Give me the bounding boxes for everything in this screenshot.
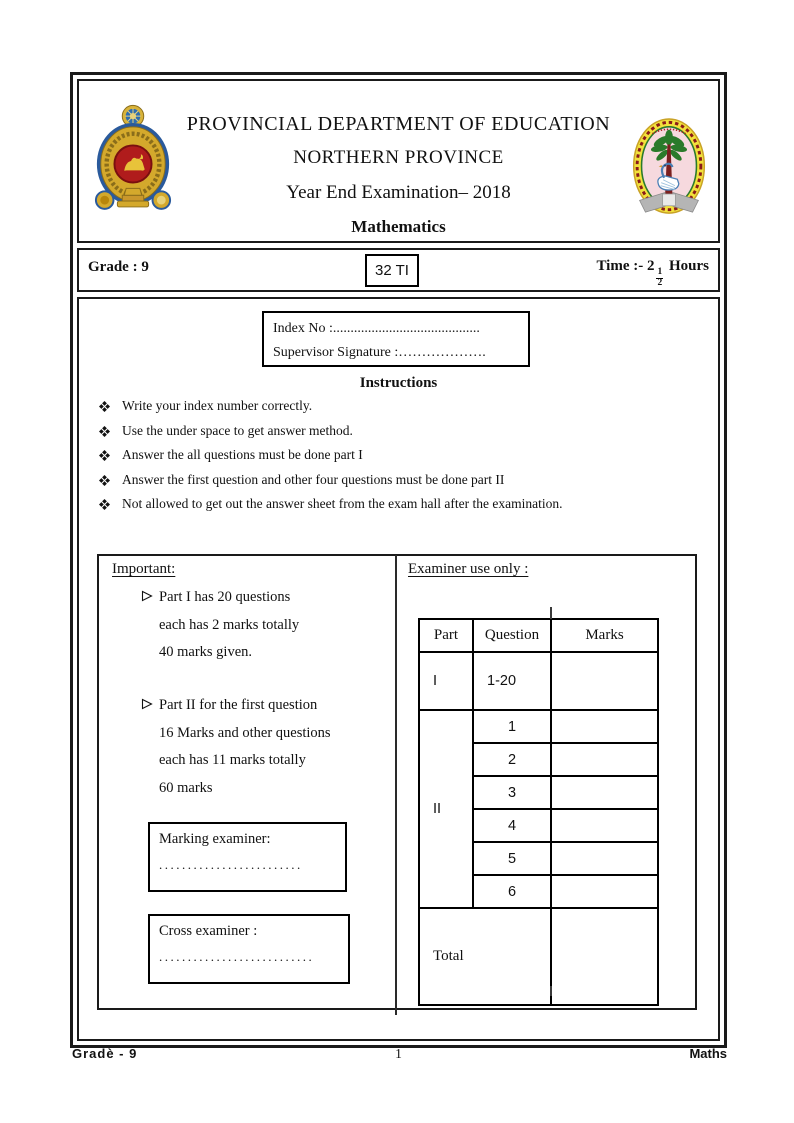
important-point-line: 60 marks bbox=[159, 779, 213, 796]
time-prefix: Time :- 2 bbox=[596, 258, 655, 274]
important-examiner-box bbox=[97, 554, 697, 1010]
arrowhead-bullet-icon bbox=[141, 693, 153, 721]
marks-cell bbox=[551, 809, 658, 842]
marking-examiner-label: Marking examiner: bbox=[159, 831, 271, 847]
question-number-cell: 5 bbox=[473, 842, 551, 875]
part-i-question-cell: 1-20 bbox=[473, 652, 551, 710]
important-point-line: Part I has 20 questions bbox=[159, 589, 291, 605]
marks-cell bbox=[551, 875, 658, 908]
important-point-line: each has 11 marks totally bbox=[159, 752, 306, 768]
time-suffix: Hours bbox=[668, 258, 709, 274]
table-header-row bbox=[419, 619, 658, 652]
instructions-heading: Instructions bbox=[359, 375, 438, 391]
panel-divider bbox=[395, 555, 397, 1015]
important-point-2 bbox=[141, 692, 331, 802]
cross-examiner-label: Cross examiner : bbox=[159, 923, 258, 939]
marking-examiner-dotted-line: ......................... bbox=[159, 857, 303, 872]
instruction-item bbox=[99, 423, 562, 448]
diamond-bullet-icon bbox=[99, 426, 110, 437]
instruction-text: Use the under space to get answer method. bbox=[122, 422, 353, 438]
important-heading: Important: bbox=[112, 561, 176, 577]
footer-grade: Gradè - 9 bbox=[72, 1046, 138, 1061]
instruction-item bbox=[99, 472, 562, 497]
examiner-heading: Examiner use only : bbox=[408, 561, 529, 577]
header-titles bbox=[79, 81, 718, 237]
instruction-text: Not allowed to get out the answer sheet from the exam hall after the examination. bbox=[122, 496, 563, 511]
marks-cell bbox=[551, 842, 658, 875]
province-title: NORTHERN PROVINCE bbox=[293, 147, 504, 168]
important-point-line: 40 marks given. bbox=[159, 644, 253, 660]
important-point-line: 16 Marks and other questions bbox=[159, 724, 331, 741]
instruction-item bbox=[99, 447, 562, 472]
time-fraction bbox=[656, 268, 663, 289]
part-ii-cell: II bbox=[419, 710, 473, 908]
department-title: PROVINCIAL DEPARTMENT OF EDUCATION bbox=[186, 113, 611, 135]
time-label bbox=[596, 258, 709, 289]
total-cell: Total bbox=[419, 908, 551, 1005]
marks-cell bbox=[551, 710, 658, 743]
question-row bbox=[419, 710, 658, 743]
index-supervisor-box bbox=[262, 311, 530, 367]
question-header-cell: Question bbox=[473, 619, 551, 652]
important-point-line: each has 2 marks totally bbox=[159, 616, 300, 633]
table-line-extension bbox=[550, 986, 552, 996]
cross-examiner-box bbox=[148, 914, 350, 984]
diamond-bullet-icon bbox=[99, 450, 110, 461]
paper-code: 32 TI bbox=[375, 262, 409, 279]
question-number-cell: 1 bbox=[473, 710, 551, 743]
footer-subject: Maths bbox=[689, 1046, 727, 1061]
paper-code-box bbox=[365, 254, 419, 287]
table-line-extension bbox=[550, 607, 552, 619]
supervisor-signature-line: Supervisor Signature :………………. bbox=[273, 345, 486, 360]
part-i-row bbox=[419, 652, 658, 710]
sri-lanka-emblem-icon bbox=[92, 103, 174, 228]
total-marks-cell bbox=[551, 908, 658, 1005]
part-header-cell: Part bbox=[419, 619, 473, 652]
grade-row-section bbox=[77, 248, 720, 292]
marks-cell bbox=[551, 776, 658, 809]
marks-table bbox=[418, 618, 659, 1006]
instruction-text: Answer the first question and other four questions must be done part II bbox=[122, 471, 505, 487]
page-border bbox=[70, 72, 727, 1048]
diamond-bullet-icon bbox=[99, 401, 110, 412]
arrowhead-bullet-icon bbox=[141, 585, 153, 613]
instruction-text: Answer the all questions must be done part I bbox=[122, 447, 363, 462]
northern-province-logo-icon bbox=[631, 117, 707, 224]
instructions-list bbox=[99, 398, 562, 521]
instruction-text: Write your index number correctly. bbox=[122, 398, 313, 413]
instruction-item bbox=[99, 496, 562, 521]
diamond-bullet-icon bbox=[99, 499, 110, 510]
part-i-cell: I bbox=[419, 652, 473, 710]
diamond-bullet-icon bbox=[99, 475, 110, 486]
important-point-1 bbox=[141, 584, 299, 667]
cross-examiner-dotted-line: ........................... bbox=[159, 949, 315, 964]
marks-cell bbox=[551, 652, 658, 710]
exam-title: Year End Examination– 2018 bbox=[286, 182, 511, 203]
marks-header-cell: Marks bbox=[551, 619, 658, 652]
instruction-item bbox=[99, 398, 562, 423]
question-number-cell: 2 bbox=[473, 743, 551, 776]
footer-page-number: 1 bbox=[395, 1046, 402, 1061]
grade-label: Grade : 9 bbox=[88, 259, 149, 275]
important-point-line: Part II for the first question bbox=[159, 697, 318, 713]
subject-title: Mathematics bbox=[351, 217, 446, 236]
fraction-denominator: 2 bbox=[657, 277, 663, 288]
question-number-cell: 3 bbox=[473, 776, 551, 809]
question-number-cell: 6 bbox=[473, 875, 551, 908]
marks-cell bbox=[551, 743, 658, 776]
question-number-cell: 4 bbox=[473, 809, 551, 842]
header-section bbox=[77, 79, 720, 243]
marking-examiner-box bbox=[148, 822, 347, 892]
main-section bbox=[77, 297, 720, 1041]
fraction-numerator: 1 bbox=[657, 267, 663, 277]
index-no-line: Index No :.......................................... bbox=[273, 321, 480, 336]
total-row bbox=[419, 908, 658, 1005]
